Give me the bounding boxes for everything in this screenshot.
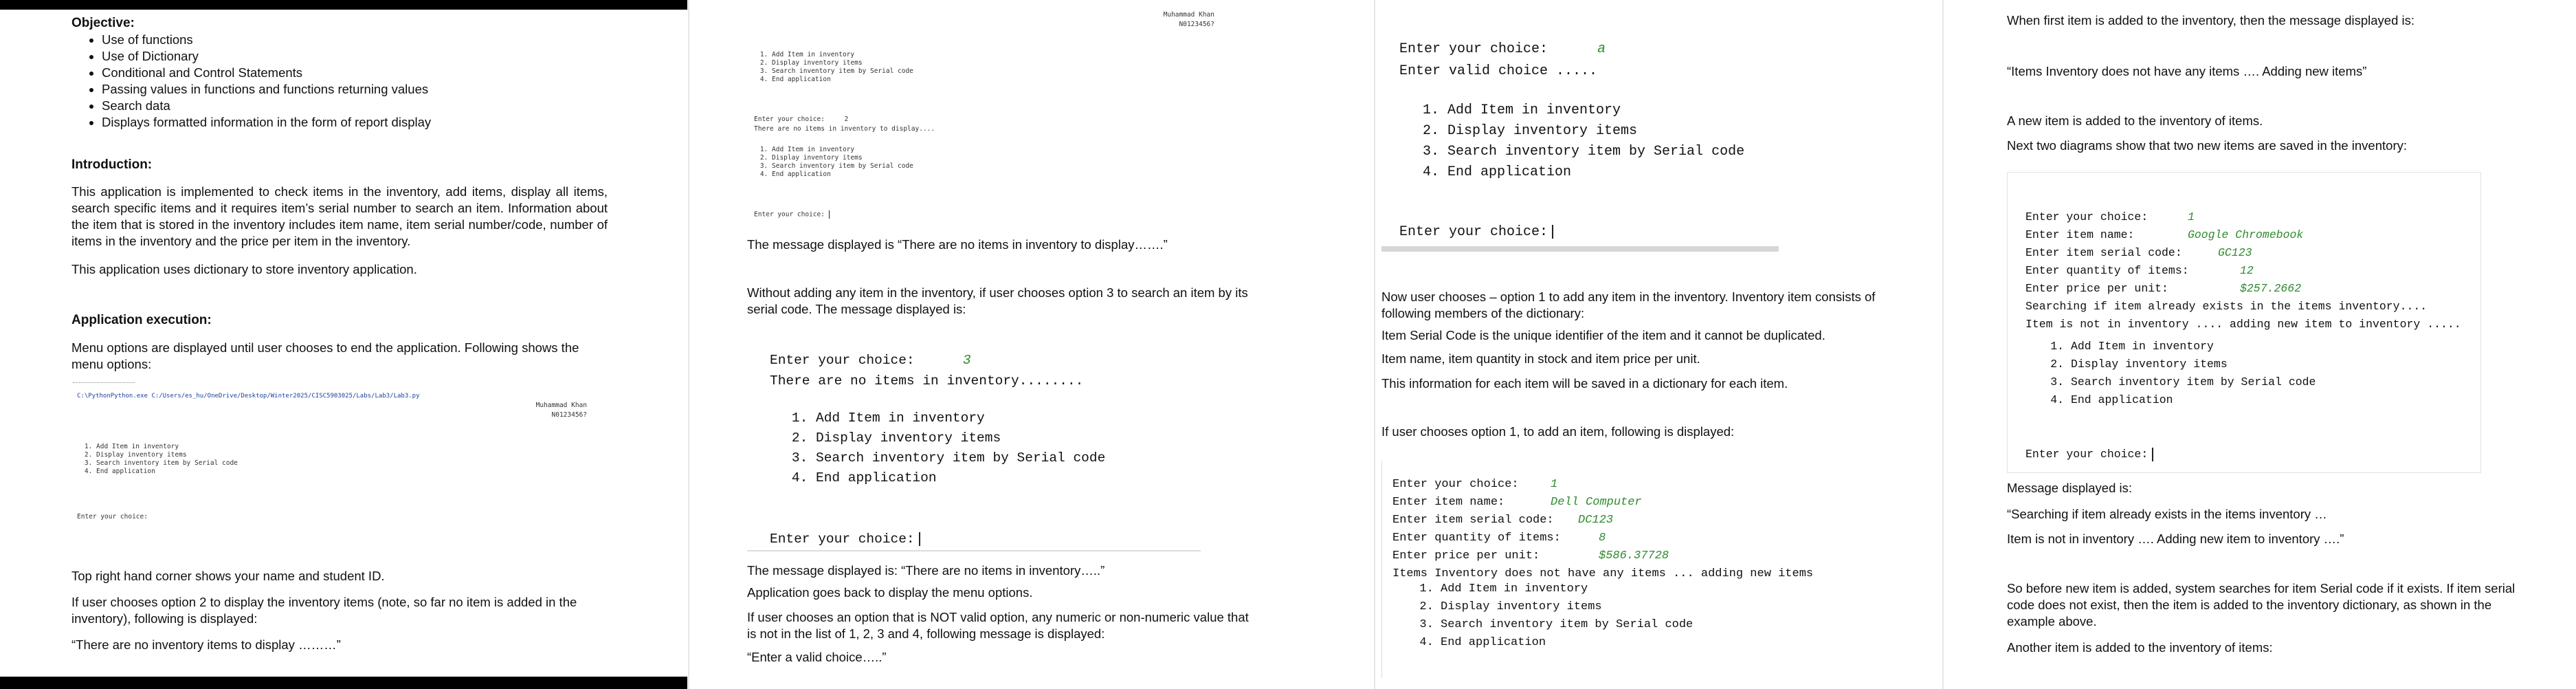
choice-prompt: Enter your choice: [1399, 224, 1553, 241]
quantity-row: Enter quantity of items: 8 [1392, 532, 1606, 545]
student-name: Muhammad Khan [1163, 11, 1214, 19]
list-item: • Use of functions [102, 32, 431, 48]
menu-item: 4. End application [96, 468, 238, 476]
objectives-list [71, 32, 431, 131]
new-item-paragraph: A new item is added to the inventory of items. [2007, 113, 2263, 128]
page-column-3 [1381, 0, 1883, 689]
menu-list [1420, 580, 1693, 652]
next-diagrams-paragraph: Next two diagrams show that two new items are saved in the inventory: [2007, 138, 2407, 153]
searching-quote: “Searching if item already exists in the items inventory … [2007, 507, 2327, 521]
item-name-row: Enter item name: Dell Computer [1392, 496, 1642, 509]
menu-item: 1. Add Item in inventory [772, 51, 913, 59]
price-row: Enter price per unit: $257.2662 [2025, 282, 2302, 295]
menu-item: 1. Add Item in inventory [96, 443, 238, 451]
display-message-paragraph: The message displayed is “There are no items in inventory to display…….” [747, 237, 1168, 252]
list-item: • Displays formatted information in the form of report display [102, 114, 431, 131]
dictionary-paragraph: This information for each item will be saved in a dictionary for each item. [1381, 376, 1788, 391]
searching-message: Searching if item already exists in the items inventory.... [2025, 300, 2428, 313]
text-cursor [919, 532, 920, 546]
menu-item: 2. Display inventory items [1441, 598, 1693, 616]
student-name: Muhammad Khan [535, 402, 587, 409]
introduction-heading: Introduction: [71, 157, 153, 172]
shot-left-rule [1381, 461, 1382, 678]
page-column-1 [71, 0, 608, 689]
menu-list [2050, 338, 2316, 409]
no-items-message: There are no items in inventory........ [770, 373, 1084, 389]
option2-paragraph: If user chooses option 2 to display the inventory items (note, so far no item is added in the inventory), following is displayed: [71, 595, 577, 626]
menu-list [751, 51, 913, 84]
page-column-2 [747, 0, 1249, 689]
choice-value: a [1597, 41, 1606, 57]
console-screenshot-menu [71, 380, 599, 531]
menu-item: 2. Display inventory items [772, 154, 913, 162]
shot-bottom-rule [747, 550, 1201, 551]
text-cursor [1552, 225, 1553, 239]
not-in-inventory-quote: Item is not in inventory …. Adding new item to inventory ….” [2007, 532, 2344, 546]
invalid-option-paragraph: If user chooses an option that is NOT valid option, any numeric or non-numeric value that is not in the list of 1, 2, 3 and 4, following message is displayed: [747, 610, 1249, 641]
menu-item: 1. Add Item in inventory [816, 408, 1105, 428]
text-cursor [829, 210, 830, 219]
menu-item: 4. End application [816, 468, 1105, 488]
valid-choice-message: Enter valid choice ..... [1399, 63, 1598, 79]
page-separator [1942, 0, 1944, 689]
menu-list [795, 408, 1105, 488]
menu-list [1424, 100, 1744, 183]
another-item-paragraph: Another item is added to the inventory of items: [2007, 640, 2273, 655]
execution-heading: Application execution: [71, 313, 212, 327]
menu-item: 4. End application [2071, 391, 2316, 409]
menu-item: 4. End application [772, 76, 913, 84]
choice-prompt: Enter your choice: 2 [754, 116, 849, 123]
shot-bottom-rule [1381, 246, 1779, 252]
text-cursor [2152, 448, 2153, 461]
option1-intro-paragraph: Now user chooses – option 1 to add any item in the inventory. Inventory item consists of following members of the dictionary: [1381, 289, 1876, 320]
choice-prompt: Enter your choice: [770, 531, 920, 547]
choice-prompt: Enter your choice: [2025, 446, 2153, 463]
menu-item: 3. Search inventory item by Serial code [816, 448, 1105, 468]
objective-heading: Objective: [71, 16, 135, 30]
menu-list [751, 146, 913, 179]
console-path: C:\PythonPython.exe C:/Users/es_hu/OneDrive/Desktop/Winter2025/CISC5903025/Labs/Lab3/Lab3.py [77, 393, 420, 400]
price-row: Enter price per unit: $586.37728 [1392, 549, 1669, 562]
menu-item: 4. End application [772, 171, 913, 179]
list-item: • Conditional and Control Statements [102, 65, 431, 81]
add-item-form [2025, 190, 2461, 333]
page-separator [688, 0, 689, 689]
item-fields-paragraph: Item name, item quantity in stock and item price per unit. [1381, 351, 1700, 366]
serial-code-row: Enter item serial code: DC123 [1392, 514, 1614, 527]
shot-top-rule [73, 382, 135, 383]
no-items-message: There are no items in inventory to display.... [754, 125, 935, 133]
adding-message: Items Inventory does not have any items ... adding new items [1392, 567, 1814, 580]
serial-check-paragraph: So before new item is added, system searches for item Serial code if it exists. If item serial code does not exist, then the item is added to the inventory dictionary, as shown in the example above. [2007, 581, 2516, 628]
console-screenshot-add-item [1381, 454, 1821, 678]
intro-paragraph-2: This application uses dictionary to store inventory application. [71, 262, 417, 276]
menu-item: 3. Search inventory item by Serial code [2071, 373, 2316, 391]
choice-row: Enter your choice: 1 [1392, 478, 1558, 491]
menu-item: 1. Add Item in inventory [2071, 338, 2316, 356]
first-item-quote: “Items Inventory does not have any items …. Adding new items” [2007, 64, 2367, 78]
choice-row: Enter your choice: 1 [2025, 210, 2195, 223]
menu-back-paragraph: Application goes back to display the menu options. [747, 585, 1033, 600]
student-id: N0123456? [1179, 21, 1214, 28]
menu-item: 3. Search inventory item by Serial code [772, 162, 913, 171]
menu-item: 1. Add Item in inventory [1447, 100, 1744, 121]
page-column-4 [2007, 0, 2529, 689]
item-name-row: Enter item name: Google Chromebook [2025, 228, 2304, 241]
menu-item: 3. Search inventory item by Serial code [772, 67, 913, 76]
menu-item: 2. Display inventory items [96, 451, 238, 459]
menu-item: 1. Add Item in inventory [1441, 580, 1693, 598]
menu-item: 2. Display inventory items [2071, 356, 2316, 373]
student-id: N0123456? [551, 411, 587, 419]
menu-item: 3. Search inventory item by Serial code [1447, 142, 1744, 162]
list-item: • Use of Dictionary [102, 48, 431, 65]
console-screenshot-invalid [1381, 28, 1779, 254]
choice-value: 3 [962, 353, 971, 368]
search-paragraph: Without adding any item in the inventory, if user chooses option 3 to search an item by its serial code. The message displayed is: [747, 285, 1248, 316]
menu-item: 2. Display inventory items [816, 428, 1105, 448]
menu-item: 3. Search inventory item by Serial code [96, 459, 238, 468]
add-item-form [1392, 458, 1813, 583]
option2-quote: “There are no inventory items to display ………” [71, 637, 341, 652]
add-item-paragraph: If user chooses option 1, to add an item, following is displayed: [1381, 424, 1735, 439]
valid-choice-quote: “Enter a valid choice…..” [747, 650, 887, 664]
execution-paragraph: Menu options are displayed until user chooses to end the application. Following shows the menu options: [71, 340, 579, 371]
menu-item: 3. Search inventory item by Serial code [1441, 616, 1693, 634]
choice-prompt: Enter your choice: 3 [770, 353, 971, 368]
quantity-row: Enter quantity of items: 12 [2025, 264, 2254, 277]
console-screenshot-search [747, 336, 1201, 556]
intro-paragraph: This application is implemented to check items in the inventory, add items, display all items, search specific items and it requires item’s serial number to search an item. Information about the item that is stored in the inventory includes item name, item serial number/code, number of items in the inventory and the price per item in the inventory. [71, 184, 608, 248]
first-item-paragraph: When first item is added to the inventory, then the message displayed is: [2007, 13, 2414, 28]
page-separator [1374, 0, 1375, 689]
menu-list [76, 443, 238, 476]
search-result-paragraph: The message displayed is: “There are no items in inventory…..” [747, 563, 1105, 578]
list-item: • Search data [102, 98, 431, 114]
console-screenshot-add-item-2 [2007, 172, 2481, 473]
list-item: • Passing values in functions and functions returning values [102, 81, 431, 98]
not-in-inventory-message: Item is not in inventory .... adding new item to inventory ..... [2025, 318, 2461, 331]
console-screenshot-display [747, 8, 1228, 221]
corner-paragraph: Top right hand corner shows your name and student ID. [71, 569, 385, 583]
menu-item: 2. Display inventory items [1447, 121, 1744, 142]
menu-item: 4. End application [1447, 162, 1744, 183]
message-displayed-label: Message displayed is: [2007, 481, 2133, 495]
choice-prompt: Enter your choice: [754, 210, 830, 219]
choice-prompt: Enter your choice: [77, 513, 148, 521]
serial-code-row: Enter item serial code: GC123 [2025, 246, 2252, 259]
serial-code-paragraph: Item Serial Code is the unique identifier of the item and it cannot be duplicated. [1381, 328, 1825, 342]
choice-prompt: Enter your choice: a [1399, 41, 1606, 57]
menu-item: 1. Add Item in inventory [772, 146, 913, 154]
menu-item: 4. End application [1441, 634, 1693, 652]
menu-item: 2. Display inventory items [772, 59, 913, 67]
